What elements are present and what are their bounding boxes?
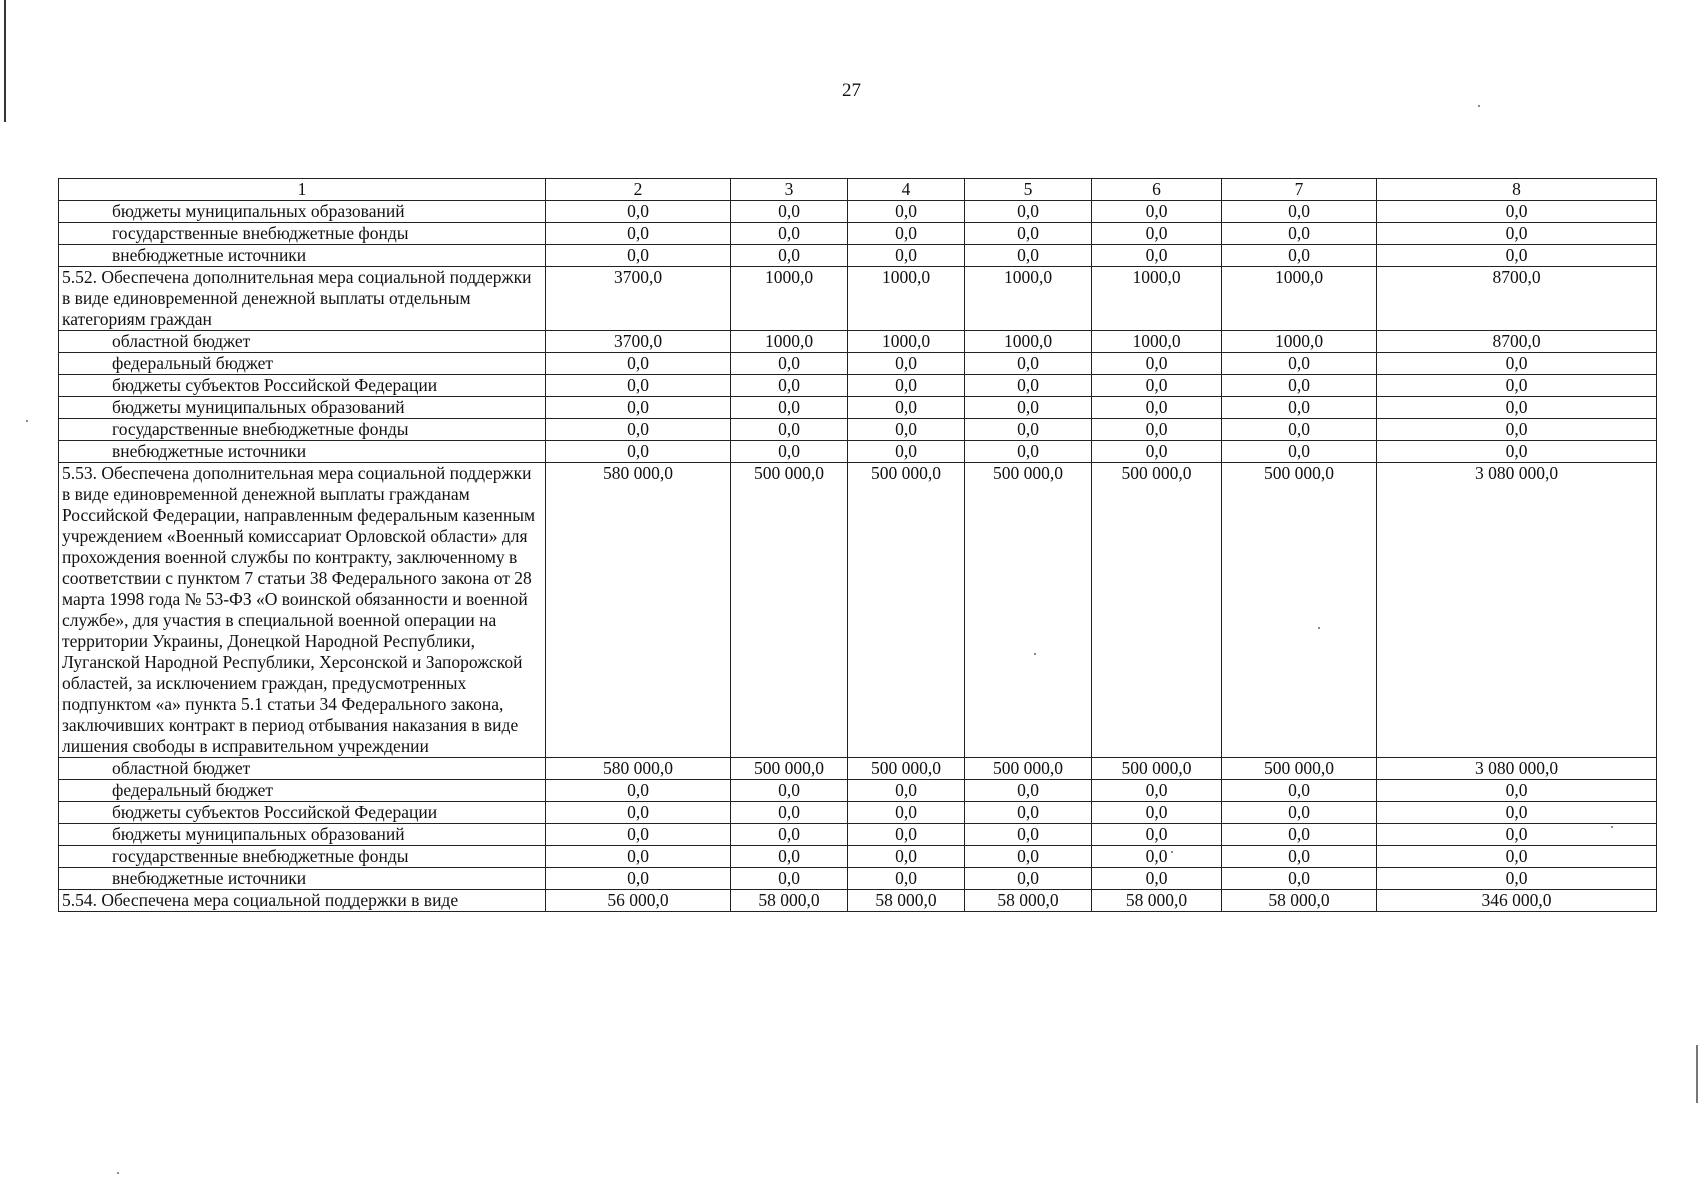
table-row (59, 463, 1657, 758)
value-cell-col-6: 1000,0 (1092, 331, 1222, 353)
value-cell-col-4: 0,0 (848, 397, 965, 419)
value-cell-col-4: 0,0 (848, 223, 965, 245)
table-row (59, 890, 1657, 912)
value-cell-col-5: 0,0 (965, 397, 1092, 419)
value-cell-col-7: 0,0 (1222, 201, 1377, 223)
scan-edge-mark (1696, 1045, 1698, 1103)
value-cell-col-5: 0,0 (965, 419, 1092, 441)
value-cell-col-8: 3 080 000,0 (1377, 758, 1657, 780)
row-funding-source-label: бюджеты муниципальных образований (59, 824, 546, 846)
value-cell-col-8: 0,0 (1377, 353, 1657, 375)
value-cell-col-8: 0,0 (1377, 419, 1657, 441)
value-cell-col-4: 0,0 (848, 868, 965, 890)
value-cell-col-3: 0,0 (731, 353, 848, 375)
value-cell-col-8: 0,0 (1377, 868, 1657, 890)
value-cell-col-8: 0,0 (1377, 802, 1657, 824)
value-cell-col-3: 0,0 (731, 201, 848, 223)
page-number: 27 (842, 80, 861, 101)
value-cell-col-6: 58 000,0 (1092, 890, 1222, 912)
value-cell-col-5: 0,0 (965, 375, 1092, 397)
value-cell-col-7: 1000,0 (1222, 331, 1377, 353)
value-cell-col-7: 0,0 (1222, 868, 1377, 890)
value-cell-col-5: 500 000,0 (965, 758, 1092, 780)
value-cell-col-6: 500 000,0 (1092, 463, 1222, 758)
value-cell-col-2: 0,0 (546, 868, 731, 890)
value-cell-col-7: 0,0 (1222, 397, 1377, 419)
value-cell-col-7: 0,0 (1222, 419, 1377, 441)
scan-speck (117, 1172, 119, 1174)
value-cell-col-3: 0,0 (731, 441, 848, 463)
row-funding-source-label: бюджеты муниципальных образований (59, 201, 546, 223)
value-cell-col-7: 1000,0 (1222, 267, 1377, 331)
value-cell-col-8: 0,0 (1377, 375, 1657, 397)
row-funding-source-label: государственные внебюджетные фонды (59, 846, 546, 868)
value-cell-col-4: 1000,0 (848, 331, 965, 353)
value-cell-col-4: 0,0 (848, 802, 965, 824)
row-funding-source-label: федеральный бюджет (59, 353, 546, 375)
value-cell-col-5: 58 000,0 (965, 890, 1092, 912)
row-funding-source-label: областной бюджет (59, 758, 546, 780)
header-row (59, 179, 1657, 201)
row-funding-source-label: областной бюджет (59, 331, 546, 353)
value-cell-col-3: 0,0 (731, 223, 848, 245)
value-cell-col-5: 0,0 (965, 223, 1092, 245)
value-cell-col-2: 3700,0 (546, 267, 731, 331)
value-cell-col-4: 0,0 (848, 245, 965, 267)
value-cell-col-5: 0,0 (965, 868, 1092, 890)
table-row (59, 375, 1657, 397)
value-cell-col-8: 346 000,0 (1377, 890, 1657, 912)
value-cell-col-2: 0,0 (546, 780, 731, 802)
budget-table (58, 178, 1657, 912)
table-row (59, 441, 1657, 463)
value-cell-col-8: 0,0 (1377, 780, 1657, 802)
value-cell-col-2: 0,0 (546, 846, 731, 868)
table-row (59, 267, 1657, 331)
value-cell-col-2: 0,0 (546, 802, 731, 824)
value-cell-col-3: 0,0 (731, 802, 848, 824)
value-cell-col-4: 0,0 (848, 441, 965, 463)
table-row (59, 245, 1657, 267)
value-cell-col-7: 0,0 (1222, 780, 1377, 802)
header-cell-7: 7 (1222, 179, 1377, 201)
value-cell-col-2: 0,0 (546, 245, 731, 267)
value-cell-col-8: 0,0 (1377, 397, 1657, 419)
table-row (59, 846, 1657, 868)
value-cell-col-4: 58 000,0 (848, 890, 965, 912)
header-cell-5: 5 (965, 179, 1092, 201)
value-cell-col-8: 8700,0 (1377, 331, 1657, 353)
header-cell-4: 4 (848, 179, 965, 201)
value-cell-col-7: 500 000,0 (1222, 758, 1377, 780)
value-cell-col-3: 0,0 (731, 868, 848, 890)
row-funding-source-label: государственные внебюджетные фонды (59, 223, 546, 245)
row-funding-source-label: бюджеты муниципальных образований (59, 397, 546, 419)
value-cell-col-3: 58 000,0 (731, 890, 848, 912)
value-cell-col-6: 0,0 (1092, 802, 1222, 824)
header-cell-2: 2 (546, 179, 731, 201)
row-item-label: 5.53. Обеспечена дополнительная мера социальной поддержки в виде единовременной денежной выплаты гражданам Российской Федерации, направленным федеральным казенным учреждением «Военный комиссариат Орловской области» для прохождения военной службы по контракту, заключенному в соответствии с пунктом 7 статьи 38 Федерального закона от 28 марта 1998 года № 53-ФЗ «О воинской обязанности и военной службе», для участия в специальной военной операции на территории Украины, Донецкой Народной Республики, Луганской Народной Республики, Херсонской и Запорожской областей, за исключением граждан, предусмотренных подпунктом «а» пункта 5.1 статьи 34 Федерального закона, заключивших контракт в период отбывания наказания в виде лишения свободы в исправительном учреждении (59, 463, 546, 758)
row-funding-source-label: федеральный бюджет (59, 780, 546, 802)
table-row (59, 824, 1657, 846)
value-cell-col-7: 0,0 (1222, 846, 1377, 868)
value-cell-col-6: 0,0 (1092, 397, 1222, 419)
value-cell-col-8: 0,0 (1377, 846, 1657, 868)
header-cell-6: 6 (1092, 179, 1222, 201)
value-cell-col-4: 500 000,0 (848, 463, 965, 758)
value-cell-col-2: 3700,0 (546, 331, 731, 353)
value-cell-col-5: 0,0 (965, 245, 1092, 267)
value-cell-col-3: 0,0 (731, 780, 848, 802)
header-cell-8: 8 (1377, 179, 1657, 201)
value-cell-col-4: 0,0 (848, 846, 965, 868)
table-row (59, 868, 1657, 890)
scan-speck (1034, 653, 1036, 655)
value-cell-col-3: 0,0 (731, 419, 848, 441)
value-cell-col-2: 0,0 (546, 353, 731, 375)
table-row (59, 223, 1657, 245)
row-funding-source-label: внебюджетные источники (59, 245, 546, 267)
table-row (59, 758, 1657, 780)
table-row (59, 201, 1657, 223)
value-cell-col-5: 0,0 (965, 353, 1092, 375)
value-cell-col-6: 0,0 (1092, 375, 1222, 397)
value-cell-col-2: 56 000,0 (546, 890, 731, 912)
scan-speck (1318, 627, 1320, 629)
value-cell-col-3: 0,0 (731, 245, 848, 267)
value-cell-col-6: 0,0 (1092, 223, 1222, 245)
value-cell-col-4: 0,0 (848, 353, 965, 375)
row-funding-source-label: государственные внебюджетные фонды (59, 419, 546, 441)
table-body (59, 179, 1657, 912)
value-cell-col-6: 500 000,0 (1092, 758, 1222, 780)
value-cell-col-7: 0,0 (1222, 375, 1377, 397)
value-cell-col-3: 0,0 (731, 375, 848, 397)
value-cell-col-2: 0,0 (546, 375, 731, 397)
table-row (59, 397, 1657, 419)
value-cell-col-4: 0,0 (848, 201, 965, 223)
value-cell-col-2: 580 000,0 (546, 463, 731, 758)
value-cell-col-4: 0,0 (848, 375, 965, 397)
header-cell-3: 3 (731, 179, 848, 201)
scan-edge-line (4, 0, 6, 122)
table-row (59, 780, 1657, 802)
row-funding-source-label: внебюджетные источники (59, 441, 546, 463)
table-row (59, 353, 1657, 375)
value-cell-col-3: 500 000,0 (731, 758, 848, 780)
value-cell-col-7: 0,0 (1222, 223, 1377, 245)
value-cell-col-7: 58 000,0 (1222, 890, 1377, 912)
value-cell-col-5: 0,0 (965, 824, 1092, 846)
value-cell-col-7: 0,0 (1222, 353, 1377, 375)
value-cell-col-2: 0,0 (546, 441, 731, 463)
value-cell-col-4: 0,0 (848, 780, 965, 802)
value-cell-col-8: 8700,0 (1377, 267, 1657, 331)
value-cell-col-6: 0,0 (1092, 780, 1222, 802)
value-cell-col-6: 0,0 (1092, 868, 1222, 890)
value-cell-col-3: 1000,0 (731, 331, 848, 353)
value-cell-col-2: 580 000,0 (546, 758, 731, 780)
value-cell-col-6: 0,0 (1092, 353, 1222, 375)
scan-speck (1611, 826, 1613, 828)
scan-speck (1171, 851, 1173, 853)
value-cell-col-6: 0,0 (1092, 245, 1222, 267)
value-cell-col-3: 0,0 (731, 397, 848, 419)
row-funding-source-label: бюджеты субъектов Российской Федерации (59, 802, 546, 824)
value-cell-col-8: 3 080 000,0 (1377, 463, 1657, 758)
table-row (59, 419, 1657, 441)
value-cell-col-6: 0,0 (1092, 441, 1222, 463)
value-cell-col-7: 500 000,0 (1222, 463, 1377, 758)
header-cell-1: 1 (59, 179, 546, 201)
value-cell-col-8: 0,0 (1377, 824, 1657, 846)
value-cell-col-5: 0,0 (965, 802, 1092, 824)
value-cell-col-8: 0,0 (1377, 245, 1657, 267)
value-cell-col-4: 0,0 (848, 419, 965, 441)
value-cell-col-5: 500 000,0 (965, 463, 1092, 758)
value-cell-col-6: 0,0 (1092, 824, 1222, 846)
value-cell-col-2: 0,0 (546, 201, 731, 223)
value-cell-col-7: 0,0 (1222, 824, 1377, 846)
value-cell-col-4: 1000,0 (848, 267, 965, 331)
value-cell-col-5: 0,0 (965, 441, 1092, 463)
row-item-label: 5.52. Обеспечена дополнительная мера социальной поддержки в виде единовременной денежной выплаты отдельным категориям граждан (59, 267, 546, 331)
value-cell-col-5: 0,0 (965, 201, 1092, 223)
value-cell-col-2: 0,0 (546, 223, 731, 245)
value-cell-col-8: 0,0 (1377, 201, 1657, 223)
value-cell-col-6: 0,0 (1092, 846, 1222, 868)
value-cell-col-2: 0,0 (546, 824, 731, 846)
value-cell-col-3: 500 000,0 (731, 463, 848, 758)
value-cell-col-8: 0,0 (1377, 441, 1657, 463)
value-cell-col-2: 0,0 (546, 419, 731, 441)
value-cell-col-4: 0,0 (848, 824, 965, 846)
value-cell-col-6: 0,0 (1092, 201, 1222, 223)
value-cell-col-3: 0,0 (731, 824, 848, 846)
scan-speck (26, 420, 28, 422)
value-cell-col-7: 0,0 (1222, 802, 1377, 824)
value-cell-col-5: 1000,0 (965, 331, 1092, 353)
value-cell-col-6: 0,0 (1092, 419, 1222, 441)
row-item-label: 5.54. Обеспечена мера социальной поддержки в виде (59, 890, 546, 912)
value-cell-col-7: 0,0 (1222, 245, 1377, 267)
value-cell-col-3: 0,0 (731, 846, 848, 868)
value-cell-col-7: 0,0 (1222, 441, 1377, 463)
table-row (59, 802, 1657, 824)
value-cell-col-5: 1000,0 (965, 267, 1092, 331)
scan-speck (1478, 105, 1480, 107)
value-cell-col-8: 0,0 (1377, 223, 1657, 245)
value-cell-col-2: 0,0 (546, 397, 731, 419)
table-row (59, 331, 1657, 353)
row-funding-source-label: внебюджетные источники (59, 868, 546, 890)
value-cell-col-5: 0,0 (965, 780, 1092, 802)
value-cell-col-3: 1000,0 (731, 267, 848, 331)
value-cell-col-5: 0,0 (965, 846, 1092, 868)
value-cell-col-6: 1000,0 (1092, 267, 1222, 331)
row-funding-source-label: бюджеты субъектов Российской Федерации (59, 375, 546, 397)
value-cell-col-4: 500 000,0 (848, 758, 965, 780)
